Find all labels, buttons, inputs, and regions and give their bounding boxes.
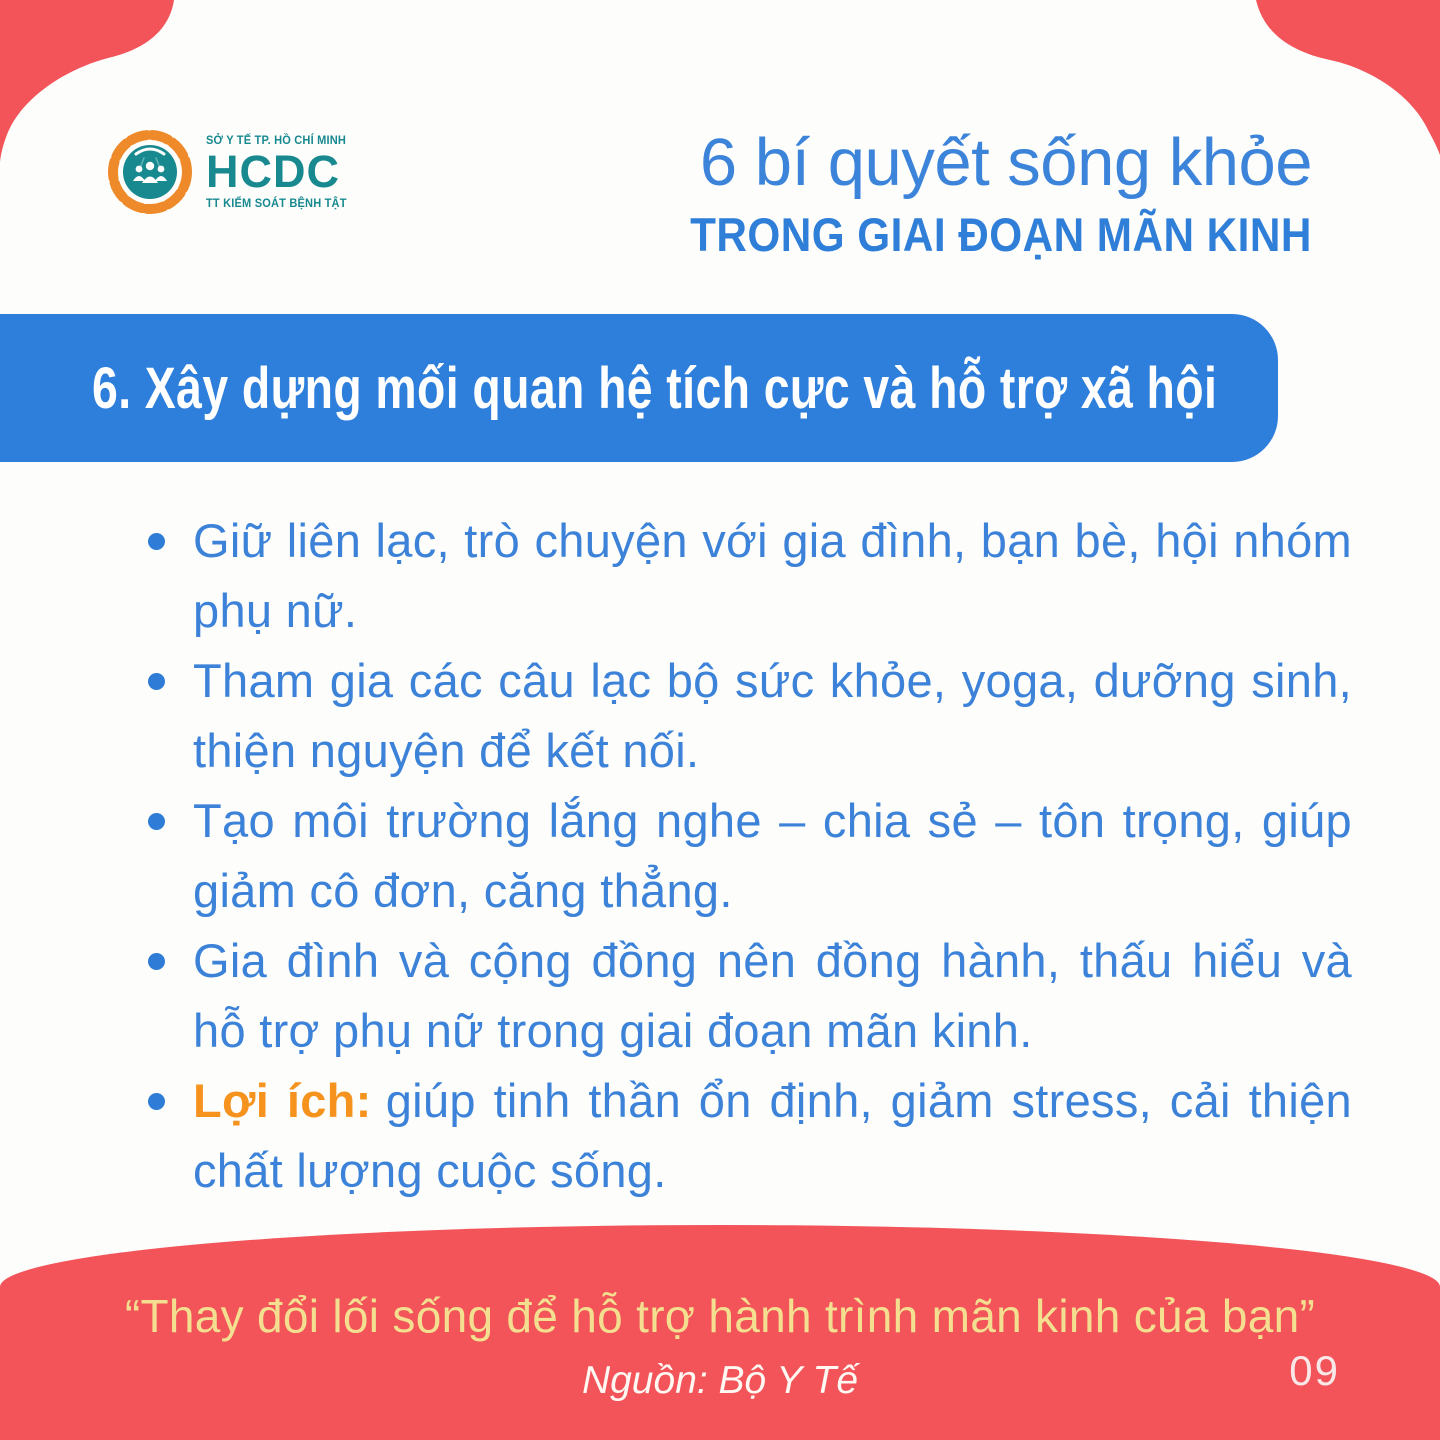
section-banner — [0, 314, 1278, 462]
bullet-dot — [148, 533, 165, 550]
hcdc-logo-text — [206, 133, 359, 211]
bullet-text: Tham gia các câu lạc bộ sức khỏe, yoga, dưỡng sinh, thiện nguyện để kết nối. — [193, 654, 1352, 777]
logo-acronym: HCDC — [206, 146, 340, 197]
bullet-text: Gia đình và cộng đồng nên đồng hành, thấu hiểu và hỗ trợ phụ nữ trong giai đoạn mãn kinh. — [193, 934, 1352, 1057]
footer-quote: “Thay đổi lối sống để hỗ trợ hành trình mãn kinh của bạn” — [124, 1290, 1316, 1342]
page-number: 09 — [1289, 1347, 1340, 1394]
poster-title: 6 bí quyết sống khỏe — [699, 125, 1312, 200]
logo-org-bottom: TT KIỂM SOÁT BỆNH TẬT — [206, 196, 347, 210]
bullet-dot — [148, 1093, 165, 1110]
bullet-lead: Lợi ích: — [193, 1074, 372, 1127]
hcdc-logo-icon — [106, 128, 194, 216]
section-heading: 6. Xây dựng mối quan hệ tích cực và hỗ trợ xã hội — [92, 355, 1218, 421]
list-item — [148, 646, 1352, 786]
bullet-dot — [148, 813, 165, 830]
footer-band — [0, 1225, 1440, 1440]
poster-subtitle: TRONG GIAI ĐOẠN MÃN KINH — [690, 208, 1312, 261]
footer-source: Nguồn: Bộ Y Tế — [581, 1359, 859, 1402]
poster-title-block — [621, 116, 1312, 260]
list-item — [148, 506, 1352, 646]
bullet-dot — [148, 953, 165, 970]
list-item — [148, 786, 1352, 926]
hcdc-logo — [106, 128, 359, 216]
bullet-text: giúp tinh thần ổn định, giảm stress, cải thiện chất lượng cuộc sống. — [193, 1074, 1352, 1197]
list-item — [148, 926, 1352, 1066]
bullet-text: Giữ liên lạc, trò chuyện với gia đình, bạn bè, hội nhóm phụ nữ. — [193, 514, 1352, 637]
tips-list — [148, 506, 1352, 1206]
list-item — [148, 1066, 1352, 1206]
bullet-text: Tạo môi trường lắng nghe – chia sẻ – tôn trọng, giúp giảm cô đơn, căng thẳng. — [193, 794, 1352, 917]
bullet-dot — [148, 673, 165, 690]
logo-org-top: SỞ Y TẾ TP. HỒ CHÍ MINH — [206, 133, 347, 147]
